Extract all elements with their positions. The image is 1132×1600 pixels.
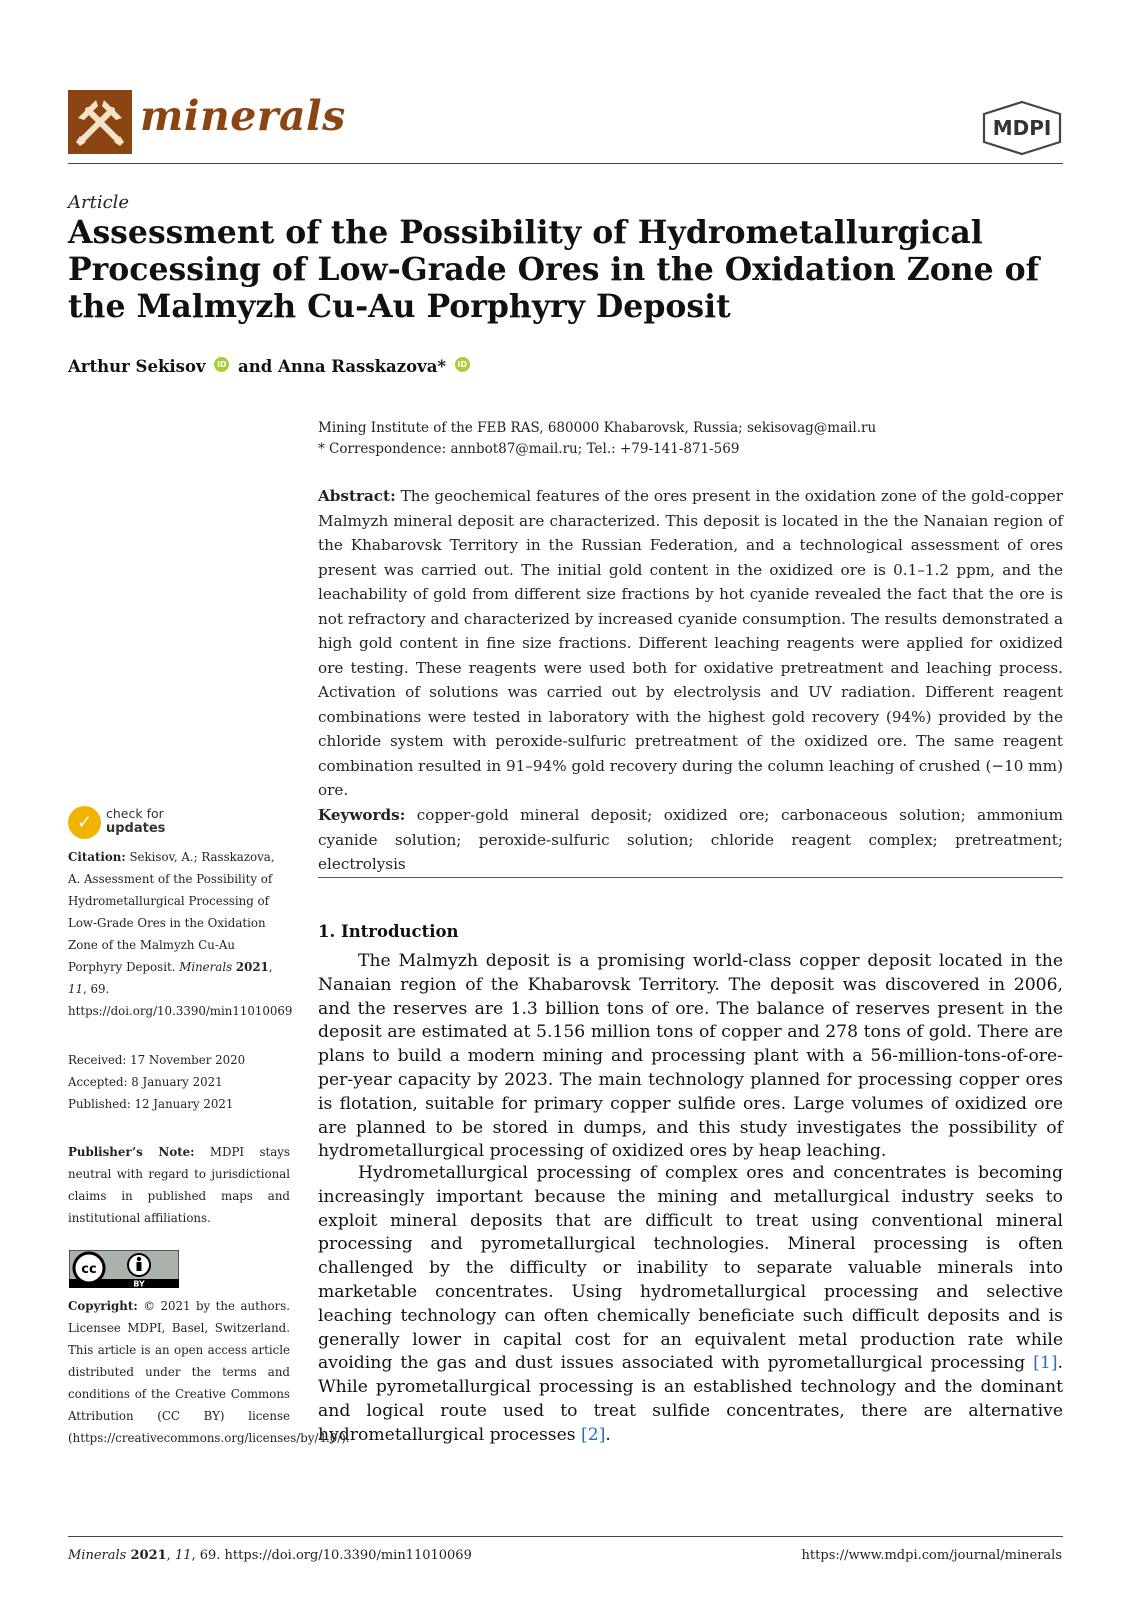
article-title: Assessment of the Possibility of Hydrometallurgical Processing of Low-Grade Ores in the Oxidation Zone of the Malmyzh Cu-Au Porphyry Deposit <box>68 214 1040 325</box>
abstract-label: Abstract: <box>318 487 396 505</box>
mdpi-logo <box>980 100 1065 156</box>
published-date: Published: 12 January 2021 <box>68 1097 234 1111</box>
publisher-note-label: Publisher’s Note: <box>68 1145 195 1159</box>
orcid-icon[interactable]: iD <box>455 357 470 372</box>
intro-paragraph: The Malmyzh deposit is a promising world-class copper deposit located in the Nanaian region of the Khabarovsk Territory. The deposit was discovered in 2006, and the reserves are 1.3 billion tons of ore. The balance of reserves present in the deposit are estimated at 5.156 million tons of copper and 278 tons of gold. There are plans to build a modern mining and processing plant with a 56-million-tons-of-ore-per-year capacity by 2023. The main technology planned for processing copper ores is flotation, suitable for primary copper sulfide ores. Large volumes of oxidized ore are planned to be stored in dumps, and this study investigates the possibility of hydrometallurgical processing of oxidized ores by heap leaching. <box>318 951 1063 1162</box>
section-heading: 1. Introduction <box>318 922 459 941</box>
footer-volume: 11 <box>174 1548 192 1563</box>
received-date: Received: 17 November 2020 <box>68 1053 246 1067</box>
footer-citation: Minerals 2021, 11, 69. https://doi.org/10.3390/min11010069 <box>68 1548 472 1563</box>
header-divider <box>68 163 1063 164</box>
keywords <box>318 803 1063 877</box>
journal-name: minerals <box>140 92 346 140</box>
correspondence-line: * Correspondence: annbot87@mail.ru; Tel.: +79-141-871-569 <box>318 441 740 457</box>
corresponding-mark: * <box>437 357 447 376</box>
footer-divider <box>68 1536 1063 1537</box>
affiliation-line: Mining Institute of the FEB RAS, 680000 Khabarovsk, Russia; sekisovag@mail.ru <box>318 420 877 436</box>
check-updates-line2: updates <box>106 821 166 836</box>
dates-block <box>68 1049 290 1115</box>
cc-by-license-icon[interactable] <box>69 1250 179 1288</box>
citation-link[interactable]: [2] <box>581 1424 606 1445</box>
citation-volume: 11 <box>68 982 84 996</box>
intro-text-segment: . While pyrometallurgical processing is an established technology and the dominant and logical route used to treat sulfide concentrates, there are alternative hydrometallurgical processes <box>318 1353 1063 1445</box>
footer-year: 2021 <box>130 1548 167 1563</box>
journal-url-link[interactable]: https://www.mdpi.com/journal/minerals <box>801 1548 1062 1563</box>
publisher-note <box>68 1141 290 1229</box>
footer-doi[interactable]: , 69. https://doi.org/10.3390/min11010069 <box>191 1548 472 1563</box>
citation-year: 2021 <box>235 960 269 974</box>
check-for-updates-button[interactable] <box>68 806 208 842</box>
orcid-icon[interactable]: iD <box>214 357 229 372</box>
cc-by-label: BY <box>133 1279 145 1288</box>
publisher-note-text: MDPI stays neutral with regard to jurisdictional claims in published maps and institutional affiliations. <box>68 1145 290 1225</box>
keywords-text: copper-gold mineral deposit; oxidized ore; carbonaceous solution; ammonium cyanide solution; peroxide-sulfuric solution; chloride reagent complex; pretreatment; electrolysis <box>318 806 1063 873</box>
check-updates-line1: check for <box>106 806 164 821</box>
keywords-label: Keywords: <box>318 806 406 824</box>
citation-text: Sekisov, A.; Rasskazova, A. Assessment of the Possibility of Hydrometallurgical Processing of Low-Grade Ores in the Oxidation Zone of the Malmyzh Cu-Au Porphyry Deposit. <box>68 850 275 974</box>
author-list <box>68 357 473 376</box>
author-name[interactable]: Anna Rasskazova <box>278 357 438 376</box>
citation-link[interactable]: [1] <box>1033 1353 1058 1374</box>
abstract-text: The geochemical features of the ores present in the oxidation zone of the gold-copper Malmyzh mineral deposit are characterized. This deposit is located in the the Nanaian region of the Khabarovsk Territory in the Russian Federation, and a technological assessment of ores present was carried out. The initial gold content in the oxidized ore is 0.1–1.2 ppm, and the leachability of gold from different size fractions by hot cyanide revealed the fact that the ore is not refractory and characterized by increased cyanide consumption. The results demonstrated a high gold content in fine size fractions. Different leaching reagents were applied for oxidized ore testing. These reagents were used both for oxidative pretreatment and leaching process. Activation of solutions was carried out by electrolysis and UV radiation. Different reagent combinations were tested in laboratory with the highest gold recovery (94%) provided by the chloride system with peroxide-sulfuric pretreatment of the oxidized ore. The same reagent combination resulted in 91–94% gold recovery during the column leaching of crushed (−10 mm) ore. <box>318 487 1063 799</box>
citation-label: Citation: <box>68 850 126 864</box>
intro-text-segment: Hydrometallurgical processing of complex ores and concentrates is becoming increasingly important because the mining and metallurgical industry seeks to exploit mineral deposits that are difficult to treat using conventional mineral processing and pyrometallurgical technologies. Mineral processing is often challenged by the difficulty or inability to separate valuable minerals into marketable concentrates. Using hydrometallurgical processing and selective leaching technology can often chemically beneficiate such difficult deposits and is generally lower in capital cost for an equivalent metal production rate while avoiding the gas and dust issues associated with pyrometallurgical processing <box>318 1163 1063 1374</box>
citation-doi[interactable]: , 69. https://doi.org/10.3390/min11010069 <box>68 982 293 1018</box>
intro-paragraph <box>318 1162 1063 1448</box>
footer-journal: Minerals <box>68 1548 127 1563</box>
journal-logo <box>68 90 132 154</box>
intro-text-segment: . <box>605 1424 611 1445</box>
cc-label: cc <box>81 1262 97 1277</box>
abstract <box>318 484 1063 803</box>
checkmark-icon: ✓ <box>68 806 101 839</box>
copyright-label: Copyright: <box>68 1299 138 1313</box>
citation-journal: Minerals <box>179 960 233 974</box>
copyright-block <box>68 1295 350 1449</box>
section-divider <box>318 877 1063 878</box>
authors-joiner: and <box>238 357 273 376</box>
affiliation-block <box>318 418 876 460</box>
crossed-hammers-icon <box>68 90 132 154</box>
author-name[interactable]: Arthur Sekisov <box>68 357 206 376</box>
accepted-date: Accepted: 8 January 2021 <box>68 1075 223 1089</box>
citation-block: Citation: Sekisov, A.; Rasskazova, A. Assessment of the Possibility of Hydrometallurgical Processing of Low-Grade Ores in the Oxidation Zone of the Malmyzh Cu-Au Porphyry Deposit. Minerals 2021, 11, 69. https://doi.org/10.3390/min11010069 <box>68 850 293 1018</box>
article-type: Article <box>68 192 130 213</box>
copyright-text: © 2021 by the authors. Licensee MDPI, Basel, Switzerland. This article is an open access article distributed under the terms and conditions of the Creative Commons Attribution (CC BY) license (https://creativecommons.org/licenses/by/4.0/). <box>68 1299 350 1445</box>
mdpi-logo-text: MDPI <box>992 116 1052 140</box>
